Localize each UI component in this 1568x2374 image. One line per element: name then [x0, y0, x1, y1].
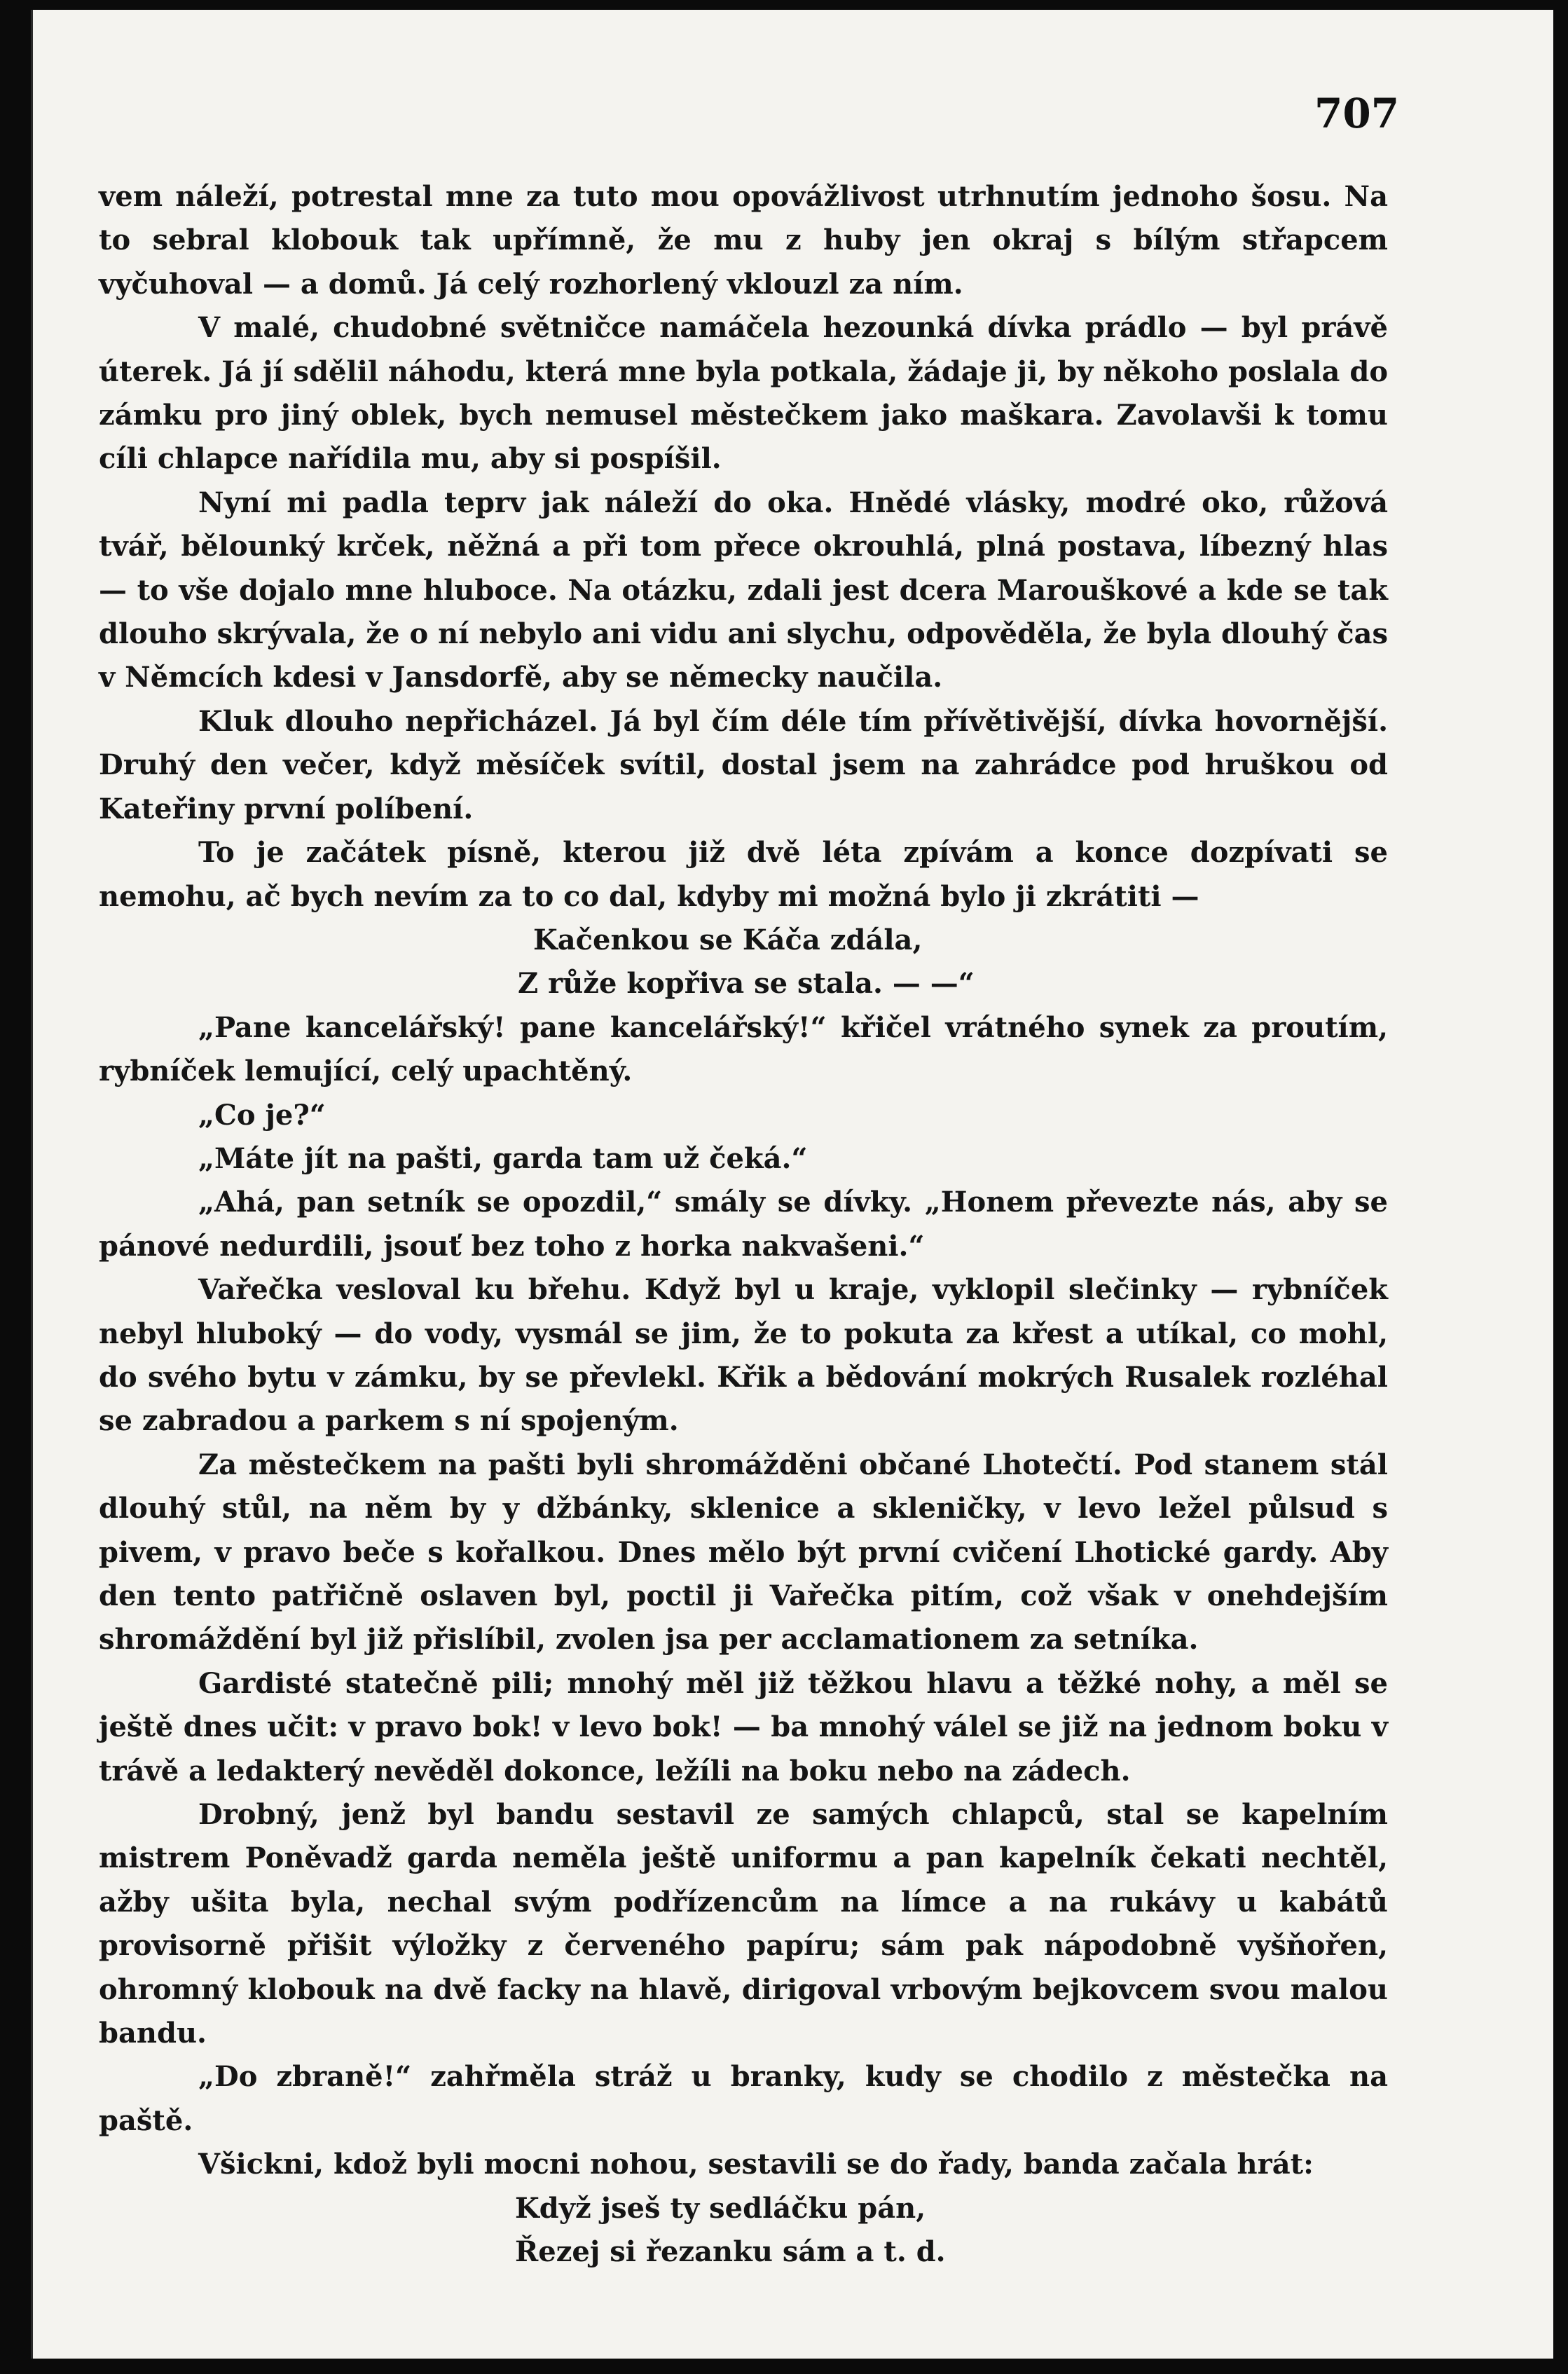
verse-line: Z růže kopřiva se stala. — —“ — [518, 967, 975, 1001]
paragraph: To je začátek písně, kterou již dvě léta zpívám a konce dozpívati se nemohu, ač bych nevím za to co dal, kdyby mi možná bylo ji zkrátiti — — [99, 836, 1388, 913]
paragraph: Vařečka vesloval ku břehu. Když byl u kraje, vyklopil slečinky — rybníček nebyl hluboký — do vody, vysmál se jim, že to pokuta za křest a utíkal, co mohl, do svého bytu v zámku, by se převlekl. Křik a bědování mokrých Rusalek rozléhal se zabradou a parkem s ní spojeným. — [99, 1273, 1388, 1438]
verse-line: Když jseš ty sedláčku pán, — [515, 2191, 926, 2225]
page-number: 707 — [1314, 90, 1400, 137]
paragraph: „Máte jít na pašti, garda tam už čeká.“ — [198, 1141, 808, 1175]
verse-line: Řezej si řezanku sám a t. d. — [515, 2235, 946, 2269]
paragraph: „Pane kancelářský! pane kancelářský!“ křičel vrátného synek za proutím, rybníček lemující, celý upachtěný. — [99, 1010, 1388, 1088]
paragraph: „Do zbraně!“ zahřměla stráž u branky, kudy se chodilo z městečka na paště. — [99, 2060, 1388, 2137]
paragraph: „Ahá, pan setník se opozdil,“ smály se dívky. „Honem převezte nás, aby se pánové nedurdili, jsouť bez toho z horka nakvašeni.“ — [99, 1186, 1388, 1263]
paragraph: Gardisté statečně pili; mnohý měl již těžkou hlavu a těžké nohy, a měl se ještě dnes učit: v pravo bok! v levo bok! — ba mnohý válel se již na jednom boku v trávě a ledakterý nevěděl dokonce, ležíli na boku nebo na zádech. — [99, 1666, 1388, 1788]
paragraph: vem náleží, potrestal mne za tuto mou opovážlivost utrhnutím jednoho šosu. Na to sebral klobouk tak upřímně, že mu z huby jen okraj s bílým střapcem vyčuhoval — a domů. Já celý rozhorlený vklouzl za ním. — [99, 180, 1388, 301]
paragraph: Kluk dlouho nepřicházel. Já byl čím déle tím přívětivější, dívka hovornější. Druhý den večer, když měsíček svítil, dostal jsem na zahrádce pod hruškou od Kateřiny první políbení. — [99, 704, 1388, 825]
paragraph: Nyní mi padla teprv jak náleží do oka. Hnědé vlásky, modré oko, růžová tvář, bělounký krček, něžná a při tom přece okrouhlá, plná postava, líbezný hlas — to vše dojalo mne hluboce. Na otázku, zdali jest dcera Marouškové a kde se tak dlouho skrývala, že o ní nebylo ani vidu ani slychu, odpověděla, že byla dlouhý čas v Němcích kdesi v Jansdorfě, aby se německy naučila. — [99, 486, 1388, 694]
paragraph: „Co je?“ — [198, 1098, 326, 1132]
paragraph: Drobný, jenž byl bandu sestavil ze samých chlapců, stal se kapelním mistrem Poněvadž garda neměla ještě uniformu a pan kapelník čekati nechtěl, ažby ušita byla, nechal svým podřízencům na límce a na rukávy u kabátů provisorně přišit výložky z červeného papíru; sám pak nápodobně vyšňořen, ohromný klobouk na dvě facky na hlavě, dirigoval vrbovým bejkovcem svou malou bandu. — [99, 1798, 1388, 2050]
paragraph: Všickni, kdož byli mocni nohou, sestavili se do řady, banda začala hrát: — [198, 2148, 1314, 2181]
paragraph: V malé, chudobné světničce namáčela hezounká dívka prádlo — byl právě úterek. Já jí sdělil náhodu, která mne byla potkala, žádaje ji, by někoho poslala do zámku pro jiný oblek, bych nemusel městečkem jako maškara. Zavolavši k tomu cíli chlapce nařídila mu, aby si pospíšil. — [99, 311, 1388, 476]
paragraph: Za městečkem na pašti byli shromážděni občané Lhotečtí. Pod stanem stál dlouhý stůl, na něm by y džbánky, sklenice a skleničky, v levo ležel půlsud s pivem, v pravo beče s kořalkou. Dnes mělo být první cvičení Lhotické gardy. Aby den tento patřičně oslaven byl, poctil ji Vařečka pitím, což však v onehdejším shromáždění byl již přislíbil, zvolen jsa per acclamationem za setníka. — [99, 1448, 1388, 1656]
verse-line: Kačenkou se Káča zdála, — [533, 923, 923, 956]
page-body-text — [99, 175, 1388, 2274]
